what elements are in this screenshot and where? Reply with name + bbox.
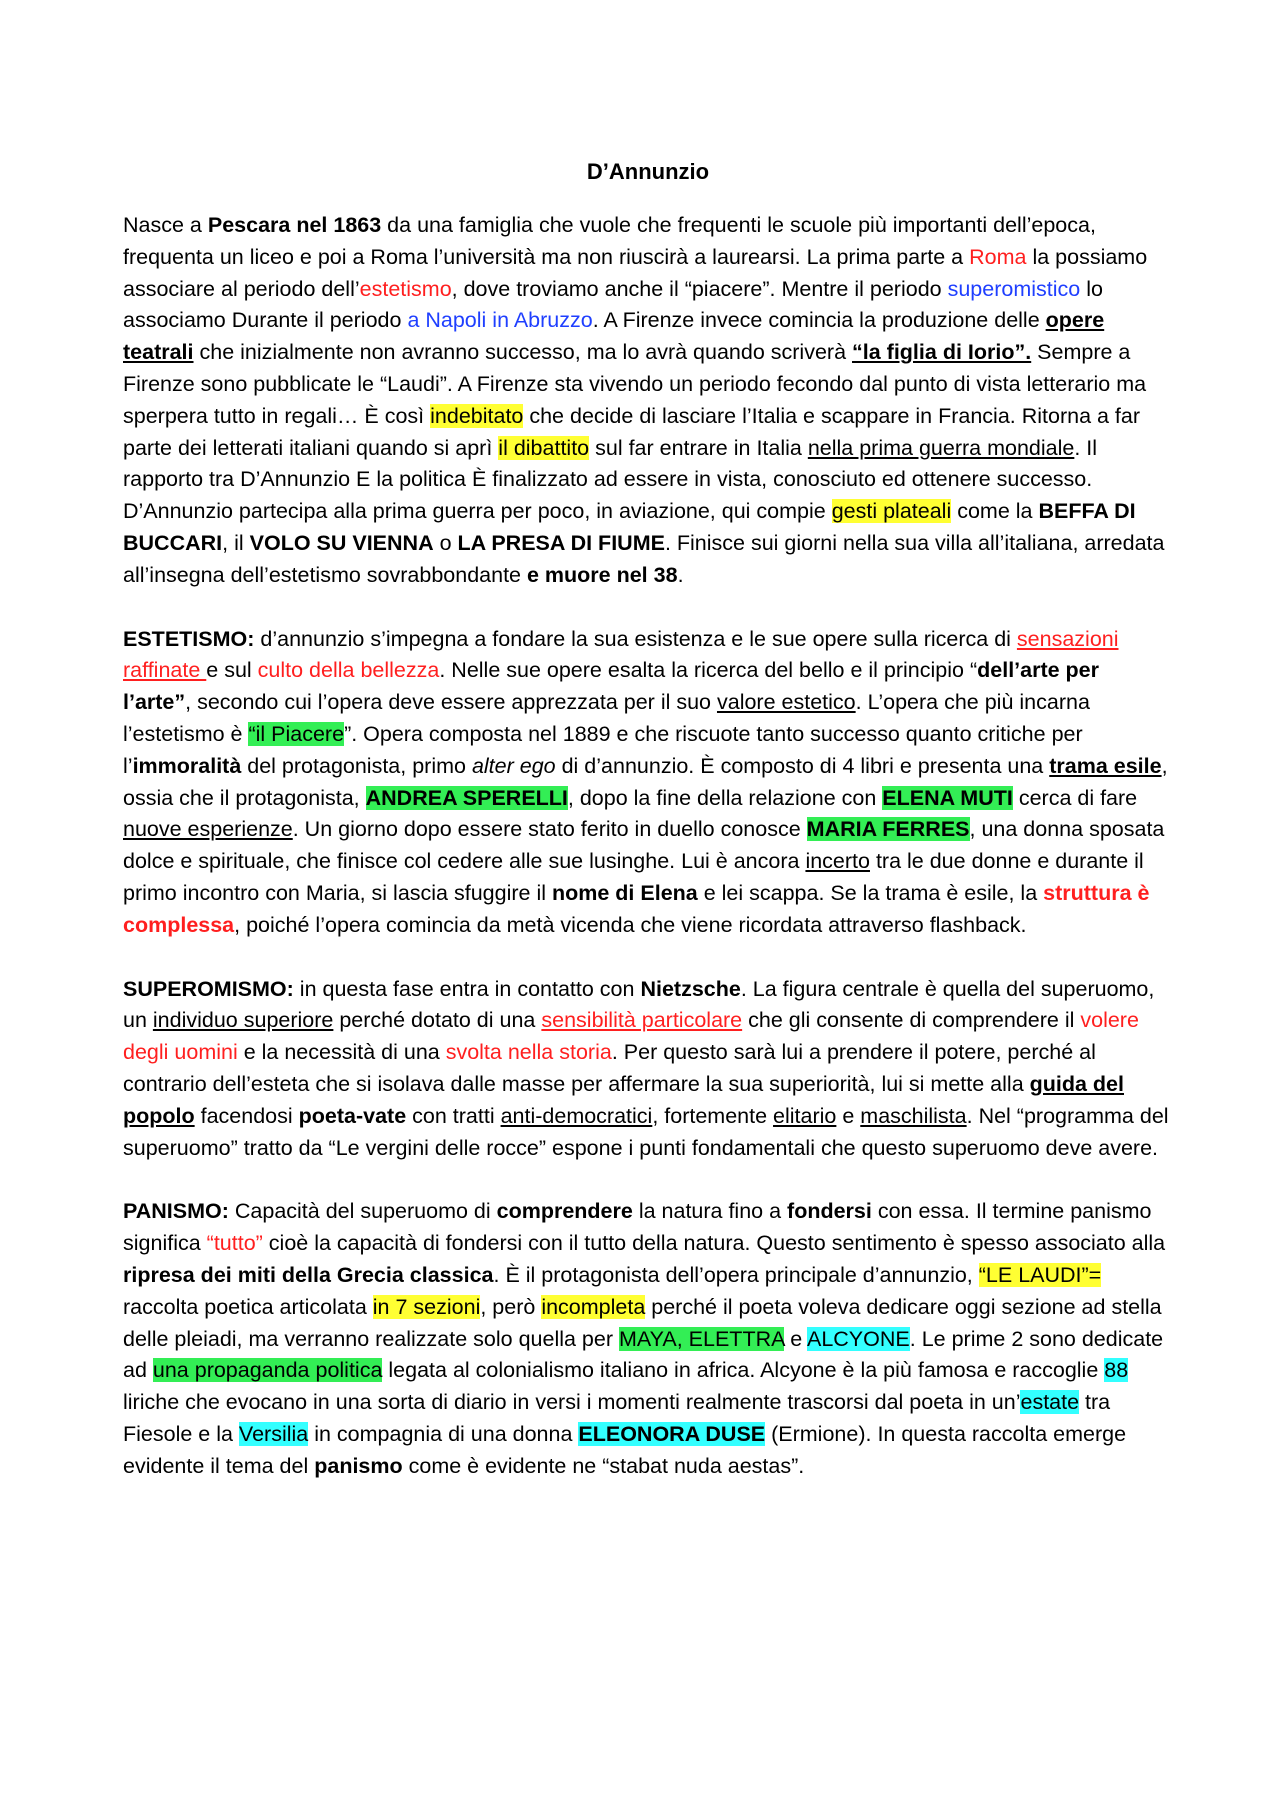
text: tra Fiesole e la bbox=[123, 1390, 1111, 1446]
section-heading: PANISMO: bbox=[123, 1199, 229, 1224]
text: , il bbox=[222, 530, 250, 555]
paragraph-biography bbox=[123, 210, 1173, 592]
text-bold-underline: trama esile bbox=[1049, 753, 1162, 778]
text-blue: a Napoli in Abruzzo bbox=[407, 308, 593, 333]
text: . Finisce sui giorni nella sua villa all’italiana, arredata all’insegna dell’estetismo sovrabbondante bbox=[123, 530, 1165, 587]
text-red-underline: sensibilità particolare bbox=[541, 1008, 743, 1033]
text: , secondo cui l’opera deve essere apprezzata per il suo bbox=[185, 690, 717, 715]
text-blue: superomistico bbox=[947, 276, 1081, 301]
text-bold-underline: opere teatrali bbox=[123, 308, 1105, 365]
text-red: Roma bbox=[969, 244, 1027, 269]
text: perché il poeta voleva dedicare oggi sezione ad stella delle pleiadi, ma verranno realizzate solo quella per bbox=[123, 1294, 1162, 1351]
text: tra le due donne e durante il primo incontro con Maria, si lascia sfuggire il bbox=[123, 849, 1144, 905]
highlight-yellow: in 7 sezioni bbox=[372, 1294, 481, 1319]
text-underline: elitario bbox=[773, 1103, 837, 1128]
highlight-green: MARIA FERRES bbox=[806, 817, 970, 842]
text: in questa fase entra in contatto con bbox=[293, 976, 641, 1001]
text-bold: VOLO SU VIENNA bbox=[249, 530, 434, 555]
text: che inizialmente non avranno successo, ma lo avrà quando scriverà bbox=[193, 340, 853, 365]
section-heading: SUPEROMISMO: bbox=[123, 976, 294, 1001]
text: da una famiglia che vuole che frequenti le scuole più importanti dell’epoca, frequenta un liceo e poi a Roma l’università ma non riuscirà a laurearsi. La prima parte a bbox=[123, 213, 1096, 269]
text: . Nel “programma del superuomo” tratto da “Le vergini delle rocce” espone i punti fondamentali che questo superuomo deve avere. bbox=[123, 1103, 1169, 1160]
text: cioè la capacità di fondersi con il tutto della natura. Questo sentimento è spesso associato alla bbox=[262, 1231, 1166, 1256]
highlight-yellow: indebitato bbox=[430, 403, 524, 428]
text: , dopo la fine della relazione con bbox=[567, 785, 883, 810]
text-bold: LA PRESA DI FIUME bbox=[457, 530, 665, 555]
text: cerca di fare bbox=[1012, 785, 1138, 810]
text: con tratti bbox=[406, 1103, 501, 1128]
text: di d’annunzio. È composto di 4 libri e presenta una bbox=[555, 753, 1050, 778]
text-red: culto della bellezza bbox=[257, 658, 440, 683]
text: . A Firenze invece comincia la produzione delle bbox=[592, 308, 1046, 333]
text: del protagonista, primo bbox=[241, 753, 472, 778]
highlight-cyan: Versilia bbox=[238, 1421, 309, 1446]
text-bold: fondersi bbox=[787, 1199, 872, 1224]
highlight-cyan: ALCYONE bbox=[806, 1326, 910, 1351]
text-bold: immoralità bbox=[132, 753, 242, 778]
text: perché dotato di una bbox=[333, 1008, 542, 1033]
highlight-yellow: incompleta bbox=[541, 1294, 646, 1319]
document-title: D’Annunzio bbox=[586, 159, 710, 184]
paragraph-panismo bbox=[123, 1196, 1173, 1482]
text: , poiché l’opera comincia da metà vicenda che viene ricordata attraverso flashback. bbox=[234, 912, 1027, 937]
text: e bbox=[784, 1326, 807, 1351]
text: e sul bbox=[206, 658, 258, 683]
section-heading: ESTETISMO: bbox=[123, 626, 255, 651]
highlight-green: una propaganda politica bbox=[152, 1358, 383, 1383]
text: che decide di lasciare l’Italia e scappare in Francia. Ritorna a far parte dei letterati italiani quando si aprì bbox=[123, 403, 1141, 460]
text: , dove troviamo anche il “piacere”. Mentre il periodo bbox=[451, 276, 948, 301]
text-italic: alter ego bbox=[471, 753, 556, 778]
highlight-yellow: il dibattito bbox=[498, 435, 590, 460]
text-bold-underline: guida del popolo bbox=[123, 1071, 1124, 1128]
text: e bbox=[836, 1103, 861, 1128]
text: . Nelle sue opere esalta la ricerca del bello e il principio “ bbox=[439, 658, 978, 683]
text: . Per questo sarà lui a prendere il potere, perché al contrario dell’esteta che si isolava dalle masse per affermare la sua superiorità, lui si mette alla bbox=[123, 1040, 1096, 1096]
text: d’annunzio s’impegna a fondare la sua esistenza e le sue opere sulla ricerca di bbox=[254, 626, 1017, 651]
text: lo associamo Durante il periodo bbox=[123, 276, 1103, 333]
text-red: “tutto” bbox=[206, 1231, 263, 1256]
document-page bbox=[123, 156, 1173, 1514]
highlight-cyan: 88 bbox=[1104, 1358, 1129, 1383]
highlight-yellow: gesti plateali bbox=[831, 499, 952, 524]
text: , fortemente bbox=[652, 1103, 774, 1128]
text-underline: nella prima guerra mondiale bbox=[807, 435, 1075, 460]
text: con essa. Il termine panismo significa bbox=[123, 1199, 1152, 1256]
text: legata al colonialismo italiano in africa. Alcyone è la più famosa e raccoglie bbox=[382, 1358, 1105, 1383]
text: raccolta poetica articolata bbox=[123, 1294, 373, 1319]
highlight-green: ELENA MUTI bbox=[882, 785, 1013, 810]
text-underline: nuove esperienze bbox=[123, 817, 293, 842]
text: Capacità del superuomo di bbox=[228, 1199, 497, 1224]
text-bold-red: struttura è complessa bbox=[123, 880, 1150, 937]
text: . L’opera che più incarna l’estetismo è bbox=[123, 690, 1090, 746]
text: facendosi bbox=[194, 1103, 299, 1128]
text-bold: BEFFA DI BUCCARI bbox=[123, 499, 1136, 555]
text: . Le prime 2 sono dedicate ad bbox=[123, 1326, 1164, 1383]
highlight-green: “il Piacere bbox=[248, 721, 345, 746]
text-bold: dell’arte per l’arte” bbox=[123, 658, 1100, 715]
text: liriche che evocano in una sorta di diario in versi i momenti realmente trascorsi dal poeta in un’ bbox=[123, 1390, 1021, 1415]
text-bold: ripresa dei miti della Grecia classica bbox=[123, 1262, 494, 1287]
text: come la bbox=[951, 499, 1039, 524]
text-red: volere degli uomini bbox=[123, 1008, 1139, 1065]
text: Sempre a Firenze sono pubblicate le “Laudi”. A Firenze sta vivendo un periodo fecondo dal punto di vista letterario ma sperpera tutto in regali… È così bbox=[123, 340, 1147, 428]
text-red: estetismo bbox=[359, 276, 452, 301]
text: e la necessità di una bbox=[237, 1040, 446, 1065]
text: la possiamo associare al periodo dell’ bbox=[123, 244, 1148, 301]
text-red-underline: sensazioni raffinate bbox=[123, 626, 1119, 683]
text-bold: panismo bbox=[314, 1453, 403, 1478]
text: . È il protagonista dell’opera principale d’annunzio, bbox=[493, 1262, 979, 1287]
text: che gli consente di comprendere il bbox=[742, 1008, 1081, 1033]
highlight-cyan: ELEONORA DUSE bbox=[578, 1421, 766, 1446]
text: . La figura centrale è quella del superuomo, un bbox=[123, 976, 1155, 1033]
text-bold: Nietzsche bbox=[640, 976, 741, 1001]
text: . Il rapporto tra D’Annunzio E la politica È finalizzato ad essere in vista, conosciuto ed ottenere successo. D’Annunzio partecipa alla prima guerra per poco, in aviazione, qui compie bbox=[123, 435, 1098, 524]
highlight-green: ANDREA SPERELLI bbox=[365, 785, 568, 810]
text-bold: poeta-vate bbox=[298, 1103, 407, 1128]
text: , una donna sposata dolce e spirituale, che finisce col cedere alle sue lusinghe. Lui è ancora bbox=[123, 817, 1165, 874]
text: (Ermione). In questa raccolta emerge evidente il tema del bbox=[123, 1421, 1127, 1478]
text-bold-underline: “la figlia di Iorio”. bbox=[852, 340, 1032, 365]
text-red: svolta nella storia bbox=[445, 1040, 612, 1065]
highlight-cyan: estate bbox=[1020, 1390, 1080, 1415]
text: ”. Opera composta nel 1889 e che riscuote tanto successo quanto critiche per l’ bbox=[123, 721, 1083, 778]
text-bold: nome di Elena bbox=[551, 880, 698, 905]
text-underline: incerto bbox=[805, 849, 870, 874]
text: la natura fino a bbox=[632, 1199, 788, 1224]
text: , ossia che il protagonista, bbox=[123, 753, 1168, 810]
paragraph-superomismo bbox=[123, 974, 1173, 1165]
text-bold: comprendere bbox=[496, 1199, 633, 1224]
text: in compagnia di una donna bbox=[308, 1421, 579, 1446]
text: . bbox=[677, 562, 684, 587]
highlight-yellow: “LE LAUDI”= bbox=[978, 1262, 1102, 1287]
text: , però bbox=[480, 1294, 542, 1319]
paragraph-estetismo bbox=[123, 624, 1173, 942]
text-bold: Pescara nel 1863 bbox=[207, 213, 382, 237]
text: . Un giorno dopo essere stato ferito in duello conosce bbox=[292, 817, 807, 842]
text: e lei scappa. Se la trama è esile, la bbox=[697, 880, 1044, 905]
text-underline: valore estetico bbox=[716, 690, 856, 715]
text-underline: maschilista bbox=[860, 1103, 967, 1128]
text: come è evidente ne “stabat nuda aestas”. bbox=[402, 1453, 805, 1478]
text-underline: individuo superiore bbox=[152, 1008, 334, 1033]
text: Nasce a bbox=[123, 213, 208, 237]
text-underline: anti-democratici bbox=[500, 1103, 653, 1128]
highlight-green: MAYA, ELETTRA bbox=[618, 1326, 785, 1351]
text-bold: e muore nel 38 bbox=[526, 562, 678, 587]
text: sul far entrare in Italia bbox=[589, 435, 808, 460]
text: o bbox=[433, 530, 458, 555]
